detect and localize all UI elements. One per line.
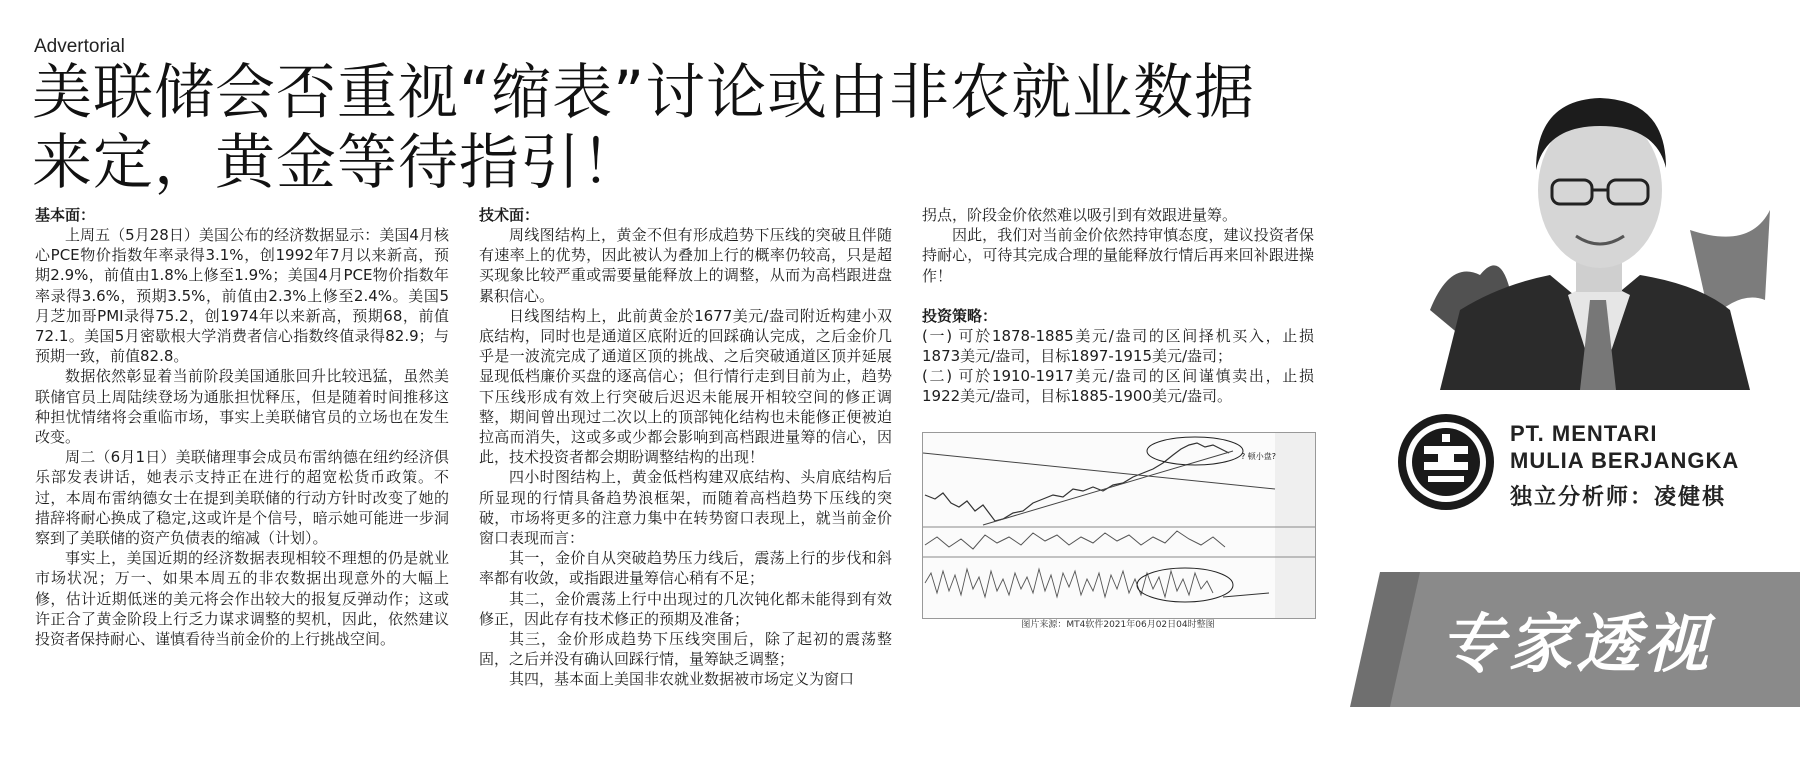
strategy-item: (二) 可於1910-1917美元/盎司的区间谨慎卖出，止损1922美元/盎司，目标1885-1900美元/盎司。 [922,367,1314,406]
chart-annotation: ? 顿小盘? [1241,452,1277,461]
paragraph: 拐点，阶段金价依然难以吸引到有效跟进量筹。 [922,206,1238,224]
banner-title: 专家透视 [1440,608,1712,682]
paragraph: 上周五（5月28日）美国公布的经济数据显示：美国4月核心PCE物价指数年率录得3.1%，创1992年7月以来新高，预期2.9%，前值由1.8%上修至1.9%；美国4月PCE物价指数年率录得3.6%，预期3.5%，前值由2.3%上修至2.4%。美国5月芝加哥PMI录得75.2，创1974年以来新高，预期68，前值72.1。美国5月密歇根大学消费者信心指数终值录得82.9；与预期一致，前值82.8。 [35,226,449,366]
headline-line-1: 美联储会否重视“缩表”讨论或由非农就业数据 [32,58,1256,128]
company-name [1510,420,1739,474]
company-name-line-2: MULIA BERJANGKA [1510,448,1740,473]
paragraph: 周线图结构上，黄金不但有形成趋势下压线的突破且伴随有速率上的优势，因此被认为叠加上行的概率仍较高，只是超买现象比较严重或需要量能释放上的调整，从而为高档跟进盘累积信心。 [479,226,892,305]
paragraph: 其四，基本面上美国非农就业数据被市场定义为窗口 [509,670,855,689]
paragraph: 因此，我们对当前金价依然持审慎态度，建议投资者保持耐心，可待其完成合理的量能释放行情后再来回补跟进操作！ [922,226,1314,285]
company-logo-icon [1396,412,1496,512]
paragraph: 其二，金价震荡上行中出现过的几次钝化都未能得到有效修正，因此存有技术修正的预期及准备； [479,589,892,628]
strategy-item: (一) 可於1878-1885美元/盎司的区间择机买入，止损1873美元/盎司，目标1897-1915美元/盎司； [922,326,1314,366]
section-heading-strategy: 投资策略： [922,306,998,325]
advertorial-tag: Advertorial [34,36,125,57]
column-strategy [922,205,1314,407]
paragraph: 数据依然彰显着当前阶段美国通胀回升比较迅猛，虽然美联储官员上周陆续登场为通胀担忧释压，但是随着时间推移这种担忧情绪将会重临市场，事实上美联储官员的立场也在发生改变。 [35,367,449,447]
gold-price-chart [922,432,1316,619]
paragraph: 其一，金价自从突破趋势压力线后，震荡上行的步伐和斜率都有收敛，或指跟进量筹信心稍有不足； [479,549,892,588]
headline-line-2: 来定，黄金等待指引！ [32,128,642,198]
column-technicals [479,205,892,690]
paragraph: 周二（6月1日）美联储理事会成员布雷纳德在纽约经济俱乐部发表讲话，她表示支持正在进行的超宽松货币政策。不过，本周布雷纳德女士在提到美联储的行动方针时改变了她的措辞将耐心换成了稳定,这或许是个信号，暗示她可能进一步洞察到了美联储的资产负债表的缩减（计划）。 [35,448,449,548]
chart-caption: 图片来源：MT4软件2021年06月02日04时整图 [1021,620,1215,630]
chart-canvas [923,433,1315,618]
paragraph: 四小时图结构上，黄金低档构建双底结构、头肩底结构后所显现的行情具备趋势浪框架，而随着高档趋势下压线的突破，市场将更多的注意力集中在转势窗口表现上，就当前金价窗口表现而言： [479,468,892,548]
analyst-byline: 独立分析师：凌健棋 [1510,485,1727,510]
analyst-portrait [1420,60,1780,390]
company-name-line-1: PT. MENTARI [1510,421,1658,446]
paragraph: 日线图结构上，此前黄金於1677美元/盎司附近构建小双底结构，同时也是通道区底附近的回踩确认完成，之后金价几乎是一波流完成了通道区顶的挑战、之后突破通道区顶并延展显现低档廉价买盘的逐高信心；但行情行走到目前为止，趋势下压线形成有效上行突破后迟迟未能展开相较空间的修正调整，期间曾出现过二次以上的顶部钝化结构也未能修正便被迫拉高而消失，这或多或少都会影响到高档跟进量筹的信心，因此，技术投资者都会期盼调整结构的出现！ [479,306,892,467]
paragraph: 其三，金价形成趋势下压线突围后，除了起初的震荡整固，之后并没有确认回踩行情，量筹缺乏调整； [479,630,892,669]
section-heading-technicals: 技术面： [479,206,540,224]
column-fundamentals [35,205,449,649]
paragraph: 事实上，美国近期的经济数据表现相较不理想的仍是就业市场状况；万一、如果本周五的非农数据出现意外的大幅上修，估计近期低迷的美元将会作出较大的报复反弹动作；这或许正合了黄金阶段上行乏力谋求调整的契机，因此，依然建议投资者保持耐心、谨慎看待当前金价的上行挑战空间。 [35,549,449,649]
section-heading-fundamentals: 基本面： [35,206,96,224]
headline [32,58,1312,198]
